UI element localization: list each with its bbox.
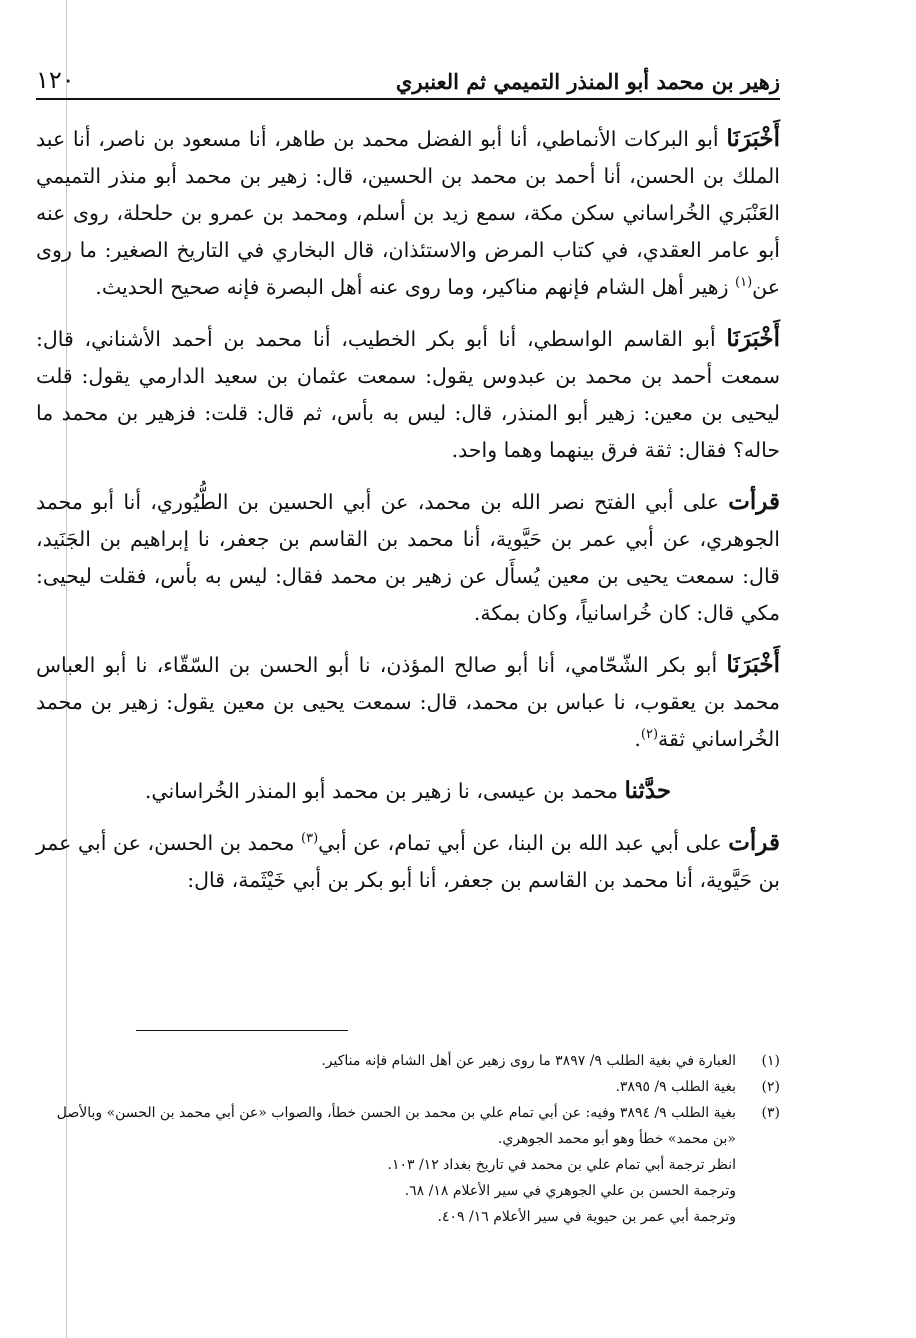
footnote-ref: (٣) bbox=[301, 831, 319, 847]
footnote-line: العبارة في بغية الطلب ٩/ ٣٨٩٧ ما روى زهير عن أهل الشام فإنه مناكير. bbox=[321, 1053, 736, 1069]
paragraph-text-continued: . bbox=[634, 727, 641, 751]
paragraph-text: أبو القاسم الواسطي، أنا أبو بكر الخطيب، أنا محمد بن أحمد الأشناني، قال: سمعت أحمد بن محمد بن عبدوس يقول: سمعت عثمان بن سعيد الدارمي يقول: قلت ليحيى بن معين: زهير أبو المنذر، قال: ليس به بأس، ثم قال: قلت: فزهير بن محمد ما حاله؟ فقال: ثقة فرق بينهما وهما واحد. bbox=[36, 327, 780, 462]
footnote-number: (١) bbox=[761, 1053, 780, 1069]
paragraph bbox=[36, 120, 780, 306]
footnote-body bbox=[36, 1074, 736, 1100]
paragraph bbox=[36, 772, 780, 810]
paragraph-text: على أبي عبد الله بن البنا، عن أبي تمام، عن أبي bbox=[318, 831, 729, 855]
paragraph-lead: أَخْبَرَنَا bbox=[726, 125, 780, 152]
footnote-body bbox=[36, 1100, 736, 1230]
paragraph bbox=[36, 646, 780, 758]
paragraph-text: أبو البركات الأنماطي، أنا أبو الفضل محمد بن طاهر، أنا مسعود بن ناصر، أنا عبد الملك بن الحسن، أنا أحمد بن محمد بن الحسين، قال: زهير بن محمد أبو منذر التميمي العَنْبَري الخُراساني سكن مكة، سمع زيد بن أسلم، ومحمد بن عمرو بن حلحلة، روى عنه أبو عامر العقدي، في كتاب المرض والاستئذان، قال البخاري في التاريخ الصغير: ما روى عن bbox=[36, 127, 780, 299]
paragraph-lead: أَخْبَرَنَا bbox=[726, 651, 780, 678]
paragraph-text: على أبي الفتح نصر الله بن محمد، عن أبي الحسين بن الطُّيُوري، أنا أبو محمد الجوهري، عن أبي عمر بن حَيَّوية، أنا محمد بن القاسم بن جعفر، نا إبراهيم بن الجَنَيد، قال: سمعت يحيى بن معين يُسأَل عن زهير بن محمد فقال: ليس به بأس، فقلت ليحيى: مكي قال: كان خُراسانياً، وكان بمكة. bbox=[36, 490, 780, 625]
footnote-line: انظر ترجمة أبي تمام علي بن محمد في تاريخ بغداد ١٢/ ١٠٣. bbox=[387, 1157, 736, 1173]
footnote-ref: (١) bbox=[735, 275, 753, 291]
footnote-separator bbox=[136, 1030, 348, 1031]
footnote-ref: (٢) bbox=[640, 727, 659, 743]
footnotes bbox=[36, 1048, 780, 1230]
footnote-line: بغية الطلب ٩/ ٣٨٩٤ وفيه: عن أبي تمام علي بن محمد بن الحسن خطأ، والصواب «عن أبي محمد بن الحسن» وبالأصل «بن محمد» خطأ وهو أبو محمد الجوهري. bbox=[56, 1105, 736, 1147]
paragraph-text-continued: زهير أهل الشام فإنهم مناكير، وما روى عنه أهل البصرة فإنه صحيح الحديث. bbox=[95, 275, 736, 299]
paragraph-lead: حدَّثنا bbox=[624, 777, 672, 804]
paragraph bbox=[36, 320, 780, 469]
paragraph-text: أبو بكر الشّحّامي، أنا أبو صالح المؤذن، نا أبو الحسن بن السّقّاء، نا أبو العباس محمد بن يعقوب، نا عباس بن محمد، قال: سمعت يحيى بن معين يقول: زهير بن محمد الخُراساني ثقة bbox=[36, 653, 780, 751]
footnote bbox=[36, 1048, 780, 1074]
footnote bbox=[36, 1074, 780, 1100]
running-title: زهير بن محمد أبو المنذر التميمي ثم العنبري bbox=[395, 69, 780, 94]
paragraph bbox=[36, 824, 780, 899]
paragraph-text-continued: محمد بن الحسن، عن أبي عمر بن حَيَّوية، أنا محمد بن القاسم بن جعفر، أنا أبو بكر بن أبي خَيْثَمة، قال: bbox=[36, 831, 780, 892]
paragraph-lead: أَخْبَرَنَا bbox=[726, 325, 780, 352]
page-number: ١٢٠ bbox=[36, 66, 75, 94]
footnote-number: (٣) bbox=[761, 1105, 780, 1121]
footnote-line: بغية الطلب ٩/ ٣٨٩٥. bbox=[615, 1079, 736, 1095]
main-text bbox=[36, 120, 780, 913]
footnote-line: وترجمة الحسن بن علي الجوهري في سير الأعلام ١٨/ ٦٨. bbox=[404, 1183, 736, 1199]
footnote bbox=[36, 1100, 780, 1230]
paragraph-text: محمد بن عيسى، نا زهير بن محمد أبو المنذر الخُراساني. bbox=[144, 779, 625, 803]
paragraph-lead: قرأت bbox=[728, 829, 780, 856]
paragraph-lead: قرأت bbox=[728, 488, 780, 515]
footnote-number: (٢) bbox=[761, 1079, 780, 1095]
paragraph bbox=[36, 483, 780, 632]
footnote-body bbox=[36, 1048, 736, 1074]
footnote-line: وترجمة أبي عمر بن حيوية في سير الأعلام ١٦/ ٤٠٩. bbox=[437, 1209, 736, 1225]
page-header bbox=[36, 56, 780, 100]
